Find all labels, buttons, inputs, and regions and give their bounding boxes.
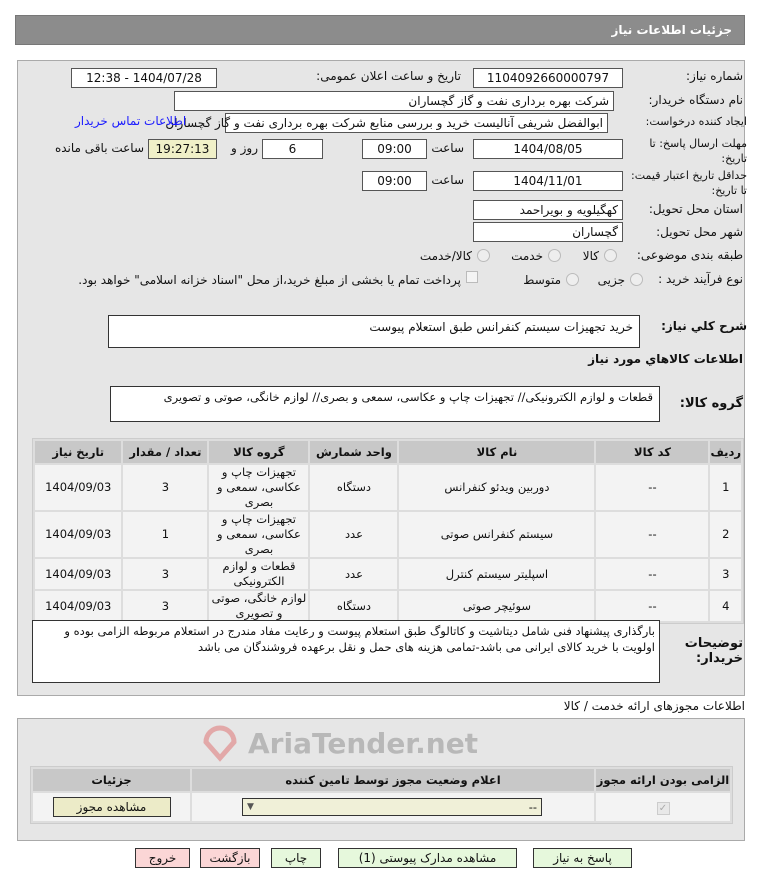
permits-title: اطلاعات مجوزهای ارائه خدمت / کالا	[563, 699, 745, 713]
col-qty: تعداد / مقدار	[123, 441, 207, 463]
view-permit-button[interactable]: مشاهده مجوز	[53, 797, 171, 817]
days-label: روز و	[231, 141, 258, 155]
cell-quantity: 1	[123, 512, 207, 557]
goods-table	[32, 438, 744, 624]
col-code: کد کالا	[596, 441, 708, 463]
required-checkbox: ✓	[657, 802, 670, 815]
cell-unit: عدد	[310, 559, 397, 589]
view-attachments-button[interactable]: مشاهده مدارک پیوستی (1)	[338, 848, 517, 868]
contact-buyer-link[interactable]: اطلاعات تماس خریدار	[75, 114, 187, 128]
cell-item-code: --	[596, 465, 708, 510]
remaining-time-field: 19:27:13	[148, 139, 217, 159]
category-goods-label: کالا	[582, 249, 599, 263]
validity-label: حداقل تاریخ اعتبار قیمت: تا تاریخ:	[631, 169, 747, 197]
cell-item-code: --	[596, 512, 708, 557]
deadline-date-field: 1404/08/05	[473, 139, 623, 159]
category-label: طبقه بندی موضوعی:	[636, 248, 743, 262]
buyer-label: نام دستگاه خریدار:	[648, 93, 743, 107]
cell-quantity: 3	[123, 465, 207, 510]
process-medium-label: متوسط	[523, 273, 561, 287]
table-row	[35, 559, 741, 589]
cell-need-date: 1404/09/03	[35, 591, 121, 621]
validity-time-field: 09:00	[362, 171, 427, 191]
cell-unit: دستگاه	[310, 465, 397, 510]
cell-item-code: --	[596, 559, 708, 589]
buyer-notes-label: توضیحات خریدار:	[684, 636, 743, 666]
category-service-label: خدمت	[511, 249, 543, 263]
remaining-label: ساعت باقی مانده	[54, 141, 144, 155]
deadline-time-field: 09:00	[362, 139, 427, 159]
deadline-label: مهلت ارسال پاسخ: تا تاریخ:	[649, 137, 747, 165]
announce-label: تاریخ و ساعت اعلان عمومی:	[316, 69, 461, 83]
category-service-radio[interactable]	[548, 249, 561, 262]
cell-need-date: 1404/09/03	[35, 559, 121, 589]
col-details: جزئیات	[33, 769, 190, 791]
cell-unit: دستگاه	[310, 591, 397, 621]
permits-table	[30, 766, 733, 824]
table-row	[35, 465, 741, 510]
cell-item-name: دوربین ویدئو کنفرانس	[399, 465, 594, 510]
cell-quantity: 3	[123, 559, 207, 589]
select-value: --	[528, 800, 537, 814]
cell-item-code: --	[596, 591, 708, 621]
goods-section-title: اطلاعات کالاهاي مورد نياز	[588, 352, 743, 366]
category-both-label: کالا/خدمت	[419, 249, 472, 263]
cell-item-name: اسپلیتر سیستم کنترل	[399, 559, 594, 589]
cell-row-number: 3	[710, 559, 741, 589]
cell-row-number: 4	[710, 591, 741, 621]
deadline-time-label: ساعت	[431, 141, 464, 155]
permit-status-select[interactable]	[242, 798, 542, 816]
announce-field: 1404/07/28 - 12:38	[71, 68, 217, 88]
summary-textarea[interactable]: خرید تجهیزات سیستم کنفرانس طبق استعلام پیوست	[108, 315, 640, 348]
creator-field: ابوالفضل شریفی آنالیست خرید و بررسی منابع شرکت بهره برداری نفت و گاز گچساران	[225, 113, 608, 133]
col-group: گروه کالا	[209, 441, 308, 463]
cell-item-group: قطعات و لوازم الکترونیکی	[209, 559, 308, 589]
table-row	[35, 512, 741, 557]
payment-note: پرداخت تمام یا بخشی از مبلغ خرید،از محل "اسناد خزانه اسلامی" خواهد بود.	[78, 273, 461, 287]
goods-group-label: گروه کالا:	[679, 396, 743, 411]
validity-time-label: ساعت	[431, 173, 464, 187]
need-number-label: شماره نیاز:	[686, 69, 743, 83]
back-button[interactable]: بازگشت	[200, 848, 260, 868]
payment-checkbox[interactable]	[466, 271, 478, 283]
exit-button[interactable]: خروج	[135, 848, 190, 868]
city-label: شهر محل تحویل:	[656, 225, 743, 239]
province-field: کهگیلویه و بویراحمد	[473, 200, 623, 220]
city-field: گچساران	[473, 222, 623, 242]
goods-group-textarea[interactable]: قطعات و لوازم الکترونیکی// تجهیزات چاپ و عکاسی، سمعی و بصری// لوازم خانگی، صوتی و تصویری	[110, 386, 660, 422]
print-button[interactable]: چاپ	[271, 848, 321, 868]
validity-date-field: 1404/11/01	[473, 171, 623, 191]
table-row	[35, 591, 741, 621]
cell-row-number: 2	[710, 512, 741, 557]
col-name: نام کالا	[399, 441, 594, 463]
cell-quantity: 3	[123, 591, 207, 621]
category-goods-radio[interactable]	[604, 249, 617, 262]
reply-button[interactable]: پاسخ به نیاز	[533, 848, 632, 868]
cell-row-number: 1	[710, 465, 741, 510]
cell-item-name: سیستم کنفرانس صوتی	[399, 512, 594, 557]
cell-item-group: تجهیزات چاپ و عکاسی، سمعی و بصری	[209, 512, 308, 557]
need-number-field: 1104092660000797	[473, 68, 623, 88]
cell-unit: عدد	[310, 512, 397, 557]
col-date: تاریخ نیاز	[35, 441, 121, 463]
buyer-notes-textarea[interactable]: بارگذاری پیشنهاد فنی شامل دیتاشیت و کاتالوگ طبق استعلام پیوست و رعایت مفاد مندرج در استعلام مربوطه الزامی بوده و اولویت با خرید کالای ایرانی می باشد-تمامی هزینه های حمل و نقل برعهده فروشندگان می باشد	[32, 620, 660, 683]
cell-item-name: سوئیچر صوتی	[399, 591, 594, 621]
cell-need-date: 1404/09/03	[35, 465, 121, 510]
col-row: ردیف	[710, 441, 741, 463]
watermark-logo	[200, 722, 580, 762]
process-label: نوع فرآیند خرید :	[658, 272, 743, 286]
col-unit: واحد شمارش	[310, 441, 397, 463]
province-label: استان محل تحویل:	[648, 202, 743, 216]
cell-item-group: تجهیزات چاپ و عکاسی، سمعی و بصری	[209, 465, 308, 510]
process-medium-radio[interactable]	[566, 273, 579, 286]
creator-label: ایجاد کننده درخواست:	[645, 115, 747, 128]
cell-item-group: لوازم خانگی، صوتی و تصویری	[209, 591, 308, 621]
col-status: اعلام وضعیت مجوز توسط تامین کننده	[192, 769, 594, 791]
col-required: الزامی بودن ارائه مجوز	[596, 769, 730, 791]
page-header: جزئیات اطلاعات نیاز	[15, 15, 745, 45]
cell-need-date: 1404/09/03	[35, 512, 121, 557]
summary-label: شرح کلي نياز:	[661, 319, 747, 333]
category-both-radio[interactable]	[477, 249, 490, 262]
svg-text:AriaTender.net: AriaTender.net	[248, 727, 479, 760]
process-minor-label: جزیی	[597, 273, 625, 287]
chevron-down-icon: ▼	[247, 802, 254, 812]
process-minor-radio[interactable]	[630, 273, 643, 286]
days-field: 6	[262, 139, 323, 159]
buyer-field: شرکت بهره برداری نفت و گاز گچساران	[174, 91, 614, 111]
